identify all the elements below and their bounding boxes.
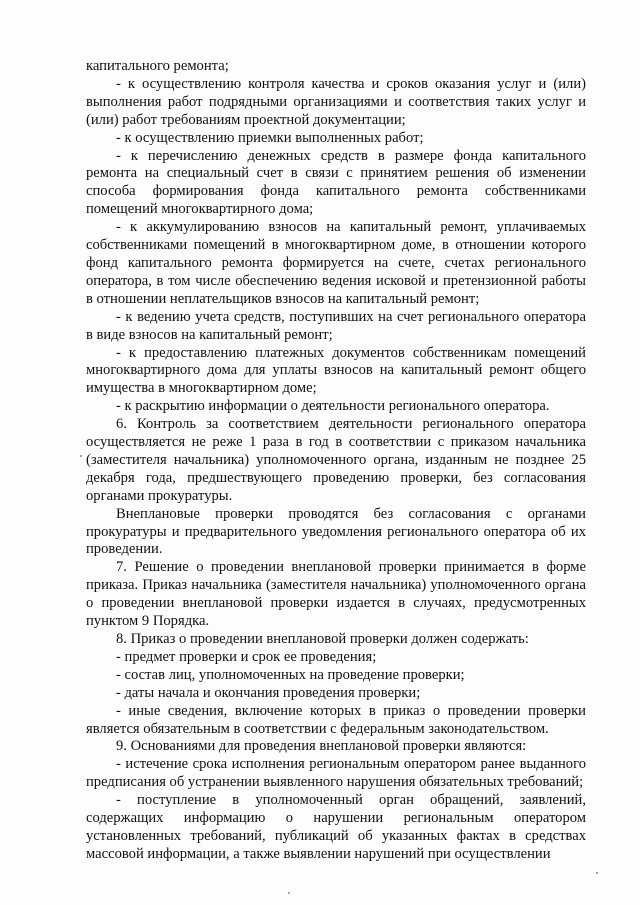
paragraph: Внеплановые проверки проводятся без согласования с органами прокуратуры и предварительного уведомления регионального оператора об их проведении. [86,505,586,558]
paragraph: - к осуществлению приемки выполненных работ; [116,129,424,146]
paragraph: - иные сведения, включение которых в приказ о проведении проверки является обязательным в соответствии с федеральным законодательством. [86,702,586,737]
paragraph: - к ведению учета средств, поступивших на счет регионального оператора в виде взносов на капитальный ремонт; [86,308,586,343]
paragraph: капитального ремонта; [86,58,229,74]
paragraph: - истечение срока исполнения региональным оператором ранее выданного предписания об устранении выявленного нарушения обязательных требований; [86,756,586,791]
paragraph: - к перечислению денежных средств в размере фонда капитального ремонта на специальный счет в связи с принятием решения об изменении способа формирования фонда капитального ремонта собственниками помещений многоквартирного дома; [86,147,586,218]
scan-speck [80,455,82,457]
paragraph: 7. Решение о проведении внеплановой проверки принимается в форме приказа. Приказ начальника (заместителя начальника) уполномоченного органа о проведении внеплановой проверки издается в случаях, предусмотренных пунктом 9 Порядка. [86,559,586,630]
paragraph: 8. Приказ о проведении внеплановой проверки должен содержать: [116,631,529,647]
paragraph: - к осуществлению контроля качества и сроков оказания услуг и (или) выполнения работ подрядными организациями и соответствия таких услуг и (или) работ требованиям проектной документации; [86,75,586,128]
paragraph: - даты начала и окончания проведения проверки; [116,684,421,701]
scan-speck [288,892,290,894]
paragraph: - состав лиц, уполномоченных на проведение проверки; [116,666,465,683]
paragraph: 6. Контроль за соответствием деятельности регионального оператора осуществляется не реже 1 раза в год в соответствии с приказом начальника (заместителя начальника) уполномоченного органа, изданным не позднее 25 декабря года, предшествующего проведению проверки, без согласования органами прокуратуры. [86,416,586,504]
document-body [86,58,586,864]
paragraph: - к предоставлению платежных документов собственникам помещений многоквартирного дома для уплаты взносов на капитальный ремонт общего имущества в многоквартирном доме; [86,344,586,397]
scan-speck [596,872,598,874]
paragraph: - к аккумулированию взносов на капитальный ремонт, уплачиваемых собственниками помещений в многоквартирном доме, в отношении которого фонд капитального ремонта формируется на счете, счетах регионального оператора, в том числе обеспечению ведения исковой и претензионной работы в отношении неплательщиков взносов на капитальный ремонт; [86,219,586,307]
paragraph: - предмет проверки и срок ее проведения; [116,648,377,665]
paragraph: - поступление в уполномоченный орган обращений, заявлений, содержащих информацию о нарушении региональным оператором установленных требований, публикаций об указанных фактах в средствах массовой информации, а также выявлении нарушений при осуществлении [86,792,586,862]
paragraph: 9. Основаниями для проведения внеплановой проверки являются: [116,738,527,755]
paragraph: - к раскрытию информации о деятельности регионального оператора. [116,398,550,415]
